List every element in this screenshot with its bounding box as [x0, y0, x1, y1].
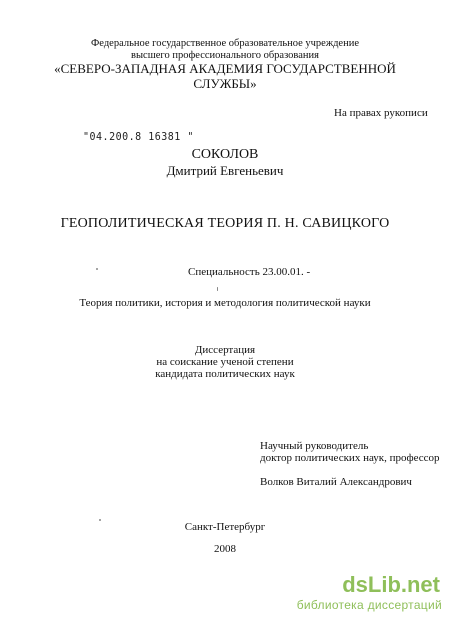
institution-line-3: «СЕВЕРО-ЗАПАДНАЯ АКАДЕМИЯ ГОСУДАРСТВЕННОЙ — [54, 61, 396, 76]
supervisor-degree: доктор политических наук, профессор — [260, 452, 440, 464]
degree-field: кандидата политических наук — [155, 368, 295, 380]
scan-speck — [217, 287, 218, 291]
watermark-logo: dsLib.net — [342, 572, 440, 597]
city: Санкт-Петербург — [184, 521, 266, 533]
supervisor-name: Волков Виталий Александрович — [260, 476, 412, 488]
degree-line: на соискание ученой степени — [156, 356, 294, 368]
scan-speck — [96, 268, 98, 270]
institution-line-4: СЛУЖБЫ» — [193, 76, 257, 91]
dissertation-label: Диссертация — [194, 344, 256, 356]
specialty-description: Теория политики, история и методология политической науки — [79, 297, 371, 309]
author-surname: СОКОЛОВ — [191, 147, 259, 162]
specialty-code: Специальность 23.00.01. - — [188, 266, 311, 278]
archive-stamp-number: "04.200.8 16381 " — [83, 131, 194, 144]
author-name: Дмитрий Евгеньевич — [166, 163, 284, 178]
year: 2008 — [214, 543, 236, 555]
institution-line-1: Федеральное государственное образовательное учреждение — [91, 38, 359, 49]
dissertation-title: ГЕОПОЛИТИЧЕСКАЯ ТЕОРИЯ П. Н. САВИЦКОГО — [60, 216, 390, 231]
watermark-subtitle: библиотека диссертаций — [296, 598, 442, 612]
rights-note: На правах рукописи — [334, 107, 428, 119]
institution-line-2: высшего профессионального образования — [131, 50, 319, 61]
supervisor-role: Научный руководитель — [260, 440, 369, 452]
